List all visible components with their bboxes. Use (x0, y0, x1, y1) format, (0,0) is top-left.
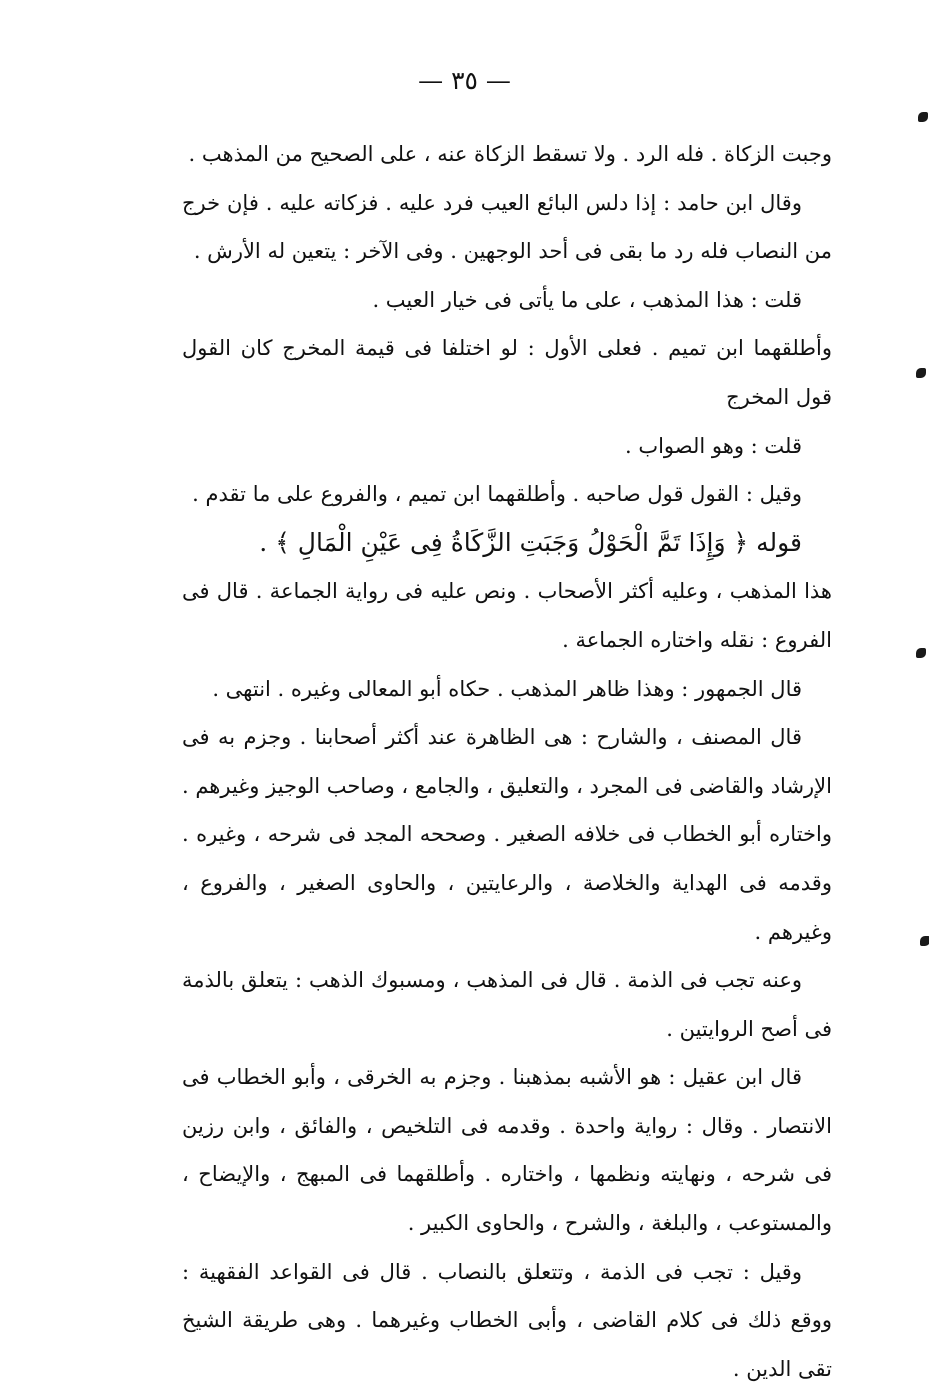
paragraph: قلت : وهو الصواب . (624, 433, 802, 458)
scan-edge-mark (918, 112, 928, 122)
paragraph: قلت : هذا المذهب ، على ما يأتى فى خيار العيب . (372, 287, 802, 312)
paragraph: وجبت الزكاة . فله الرد . ولا تسقط الزكاة عنه ، على الصحيح من المذهب . (188, 142, 832, 166)
paragraph: قال الجمهور : وهذا ظاهر المذهب . حكاه أبو المعالى وغيره . انتهى . (212, 676, 802, 701)
paragraph: وقال ابن حامد : إذا دلس البائع العيب فرد عليه . فزكاته عليه . فإن خرج من النصاب فله رد ما بقى فى أحد الوجهين . وفى الآخر : يتعين له الأرش . (182, 190, 832, 264)
body-text (182, 130, 832, 1393)
paragraph: وعنه تجب فى الذمة . قال فى المذهب ، ومسبوك الذهب : يتعلق بالذمة فى أصح الروايتين . (182, 968, 832, 1041)
quran-verse: قوله ﴿ وَإِذَا تَمَّ الْحَوْلُ وَجَبَتِ الزَّكَاةُ فِى عَيْنِ الْمَالِ ﴾ . (259, 527, 802, 557)
paragraph: وقيل : تجب فى الذمة ، وتتعلق بالنصاب . قال فى القواعد الفقهية : ووقع ذلك فى كلام القاضى ، وأبى الخطاب وغيرهما . وهى طريقة الشيخ تقى الدين . (182, 1259, 832, 1381)
paragraph: قال المصنف ، والشارح : هى الظاهرة عند أكثر أصحابنا . وجزم به فى الإرشاد والقاضى فى المجرد ، والتعليق ، والجامع ، وصاحب الوجيز وغيرهم . واختاره أبو الخطاب فى خلافه الصغير . وصححه المجد فى شرحه ، وغيره . وقدمه فى الهداية والخلاصة ، والرعايتين ، والحاوى الصغير ، والفروع ، وغيرهم . (181, 725, 832, 944)
page-number: — ٣٥ — (418, 66, 511, 95)
paragraph: قال ابن عقيل : هو الأشبه بمذهبنا . وجزم به الخرقى ، وأبو الخطاب فى الانتصار . وقال : رواية واحدة . وقدمه فى التلخيص ، والفائق ، وابن رزين فى شرحه ، ونهايته ونظمها ، واختاره . وأطلقهما فى المبهج ، والإيضاح ، والمستوعب ، والبلغة ، والشرح ، والحاوى الكبير . (182, 1065, 832, 1236)
scan-edge-mark (916, 368, 926, 378)
paragraph: وأطلقهما ابن تميم . فعلى الأول : لو اختلفا فى قيمة المخرج كان القول قول المخرج (182, 336, 832, 409)
paragraph: وقيل : القول قول صاحبه . وأطلقهما ابن تميم ، والفروع على ما تقدم . (192, 482, 802, 507)
paragraph: هذا المذهب ، وعليه أكثر الأصحاب . ونص عليه فى رواية الجماعة . قال فى الفروع : نقله واختاره الجماعة . (182, 579, 832, 652)
scan-edge-mark (920, 936, 929, 946)
scan-edge-mark (916, 648, 926, 658)
